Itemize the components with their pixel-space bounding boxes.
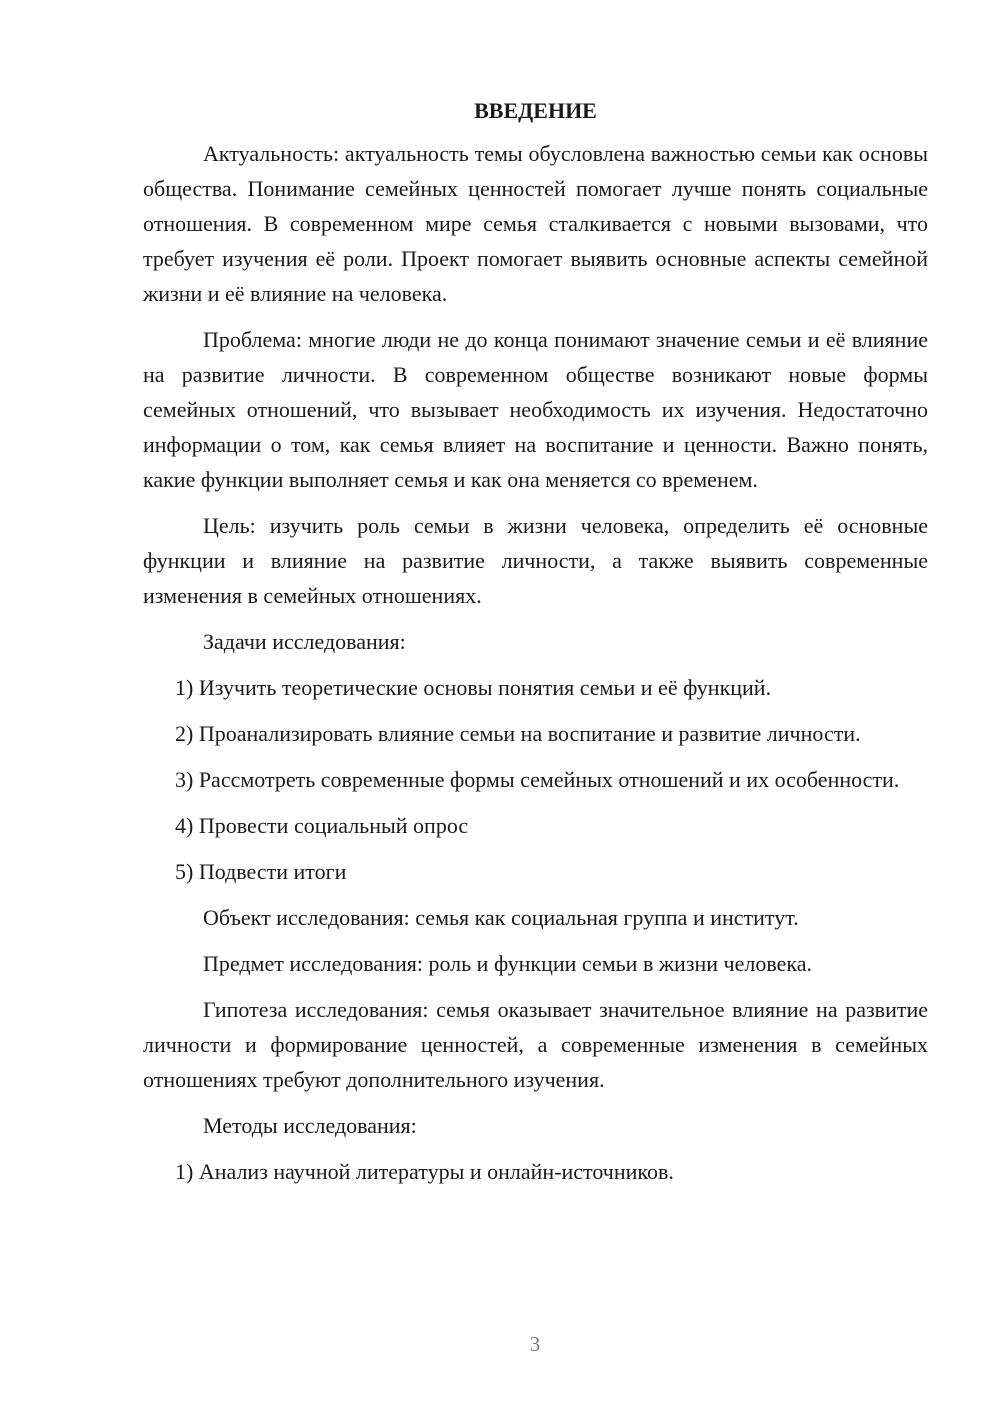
relevance-paragraph: Актуальность: актуальность темы обусловлена важностью семьи как основы общества. Понимание семейных ценностей помогает лучше понять социальные отношения. В современном мире семья сталкивается с новыми вызовами, что требует изучения её роли. Проект помогает выявить основные аспекты семейной жизни и её влияние на человека. [143, 141, 928, 306]
page-content [143, 96, 928, 1200]
task-item-3: 3) Рассмотреть современные формы семейных отношений и их особенности. [175, 767, 900, 792]
method-item-1: 1) Анализ научной литературы и онлайн-источников. [175, 1159, 674, 1184]
problem-paragraph: Проблема: многие люди не до конца понимают значение семьи и её влияние на развитие личности. В современном обществе возникают новые формы семейных отношений, что вызывает необходимость их изучения. Недостаточно информации о том, как семья влияет на воспитание и ценности. Важно понять, какие функции выполняет семья и как она меняется со временем. [143, 327, 928, 492]
task-item-5: 5) Подвести итоги [175, 859, 347, 884]
hypothesis-paragraph: Гипотеза исследования: семья оказывает значительное влияние на развитие личности и формирование ценностей, а современные изменения в семейных отношениях требуют дополнительного изучения. [143, 997, 928, 1092]
task-item-4: 4) Провести социальный опрос [175, 813, 469, 838]
task-item-1: 1) Изучить теоретические основы понятия семьи и её функций. [175, 675, 772, 700]
page-number: 3 [529, 1332, 541, 1356]
section-title: ВВЕДЕНИЕ [474, 98, 597, 123]
goal-paragraph: Цель: изучить роль семьи в жизни человека, определить её основные функции и влияние на развитие личности, а также выявить современные изменения в семейных отношениях. [143, 513, 928, 608]
tasks-label: Задачи исследования: [203, 629, 406, 654]
methods-label: Методы исследования: [203, 1113, 417, 1138]
object-paragraph: Объект исследования: семья как социальная группа и институт. [203, 905, 799, 930]
task-item-2: 2) Проанализировать влияние семьи на воспитание и развитие личности. [175, 721, 861, 746]
subject-paragraph: Предмет исследования: роль и функции семьи в жизни человека. [203, 951, 813, 976]
